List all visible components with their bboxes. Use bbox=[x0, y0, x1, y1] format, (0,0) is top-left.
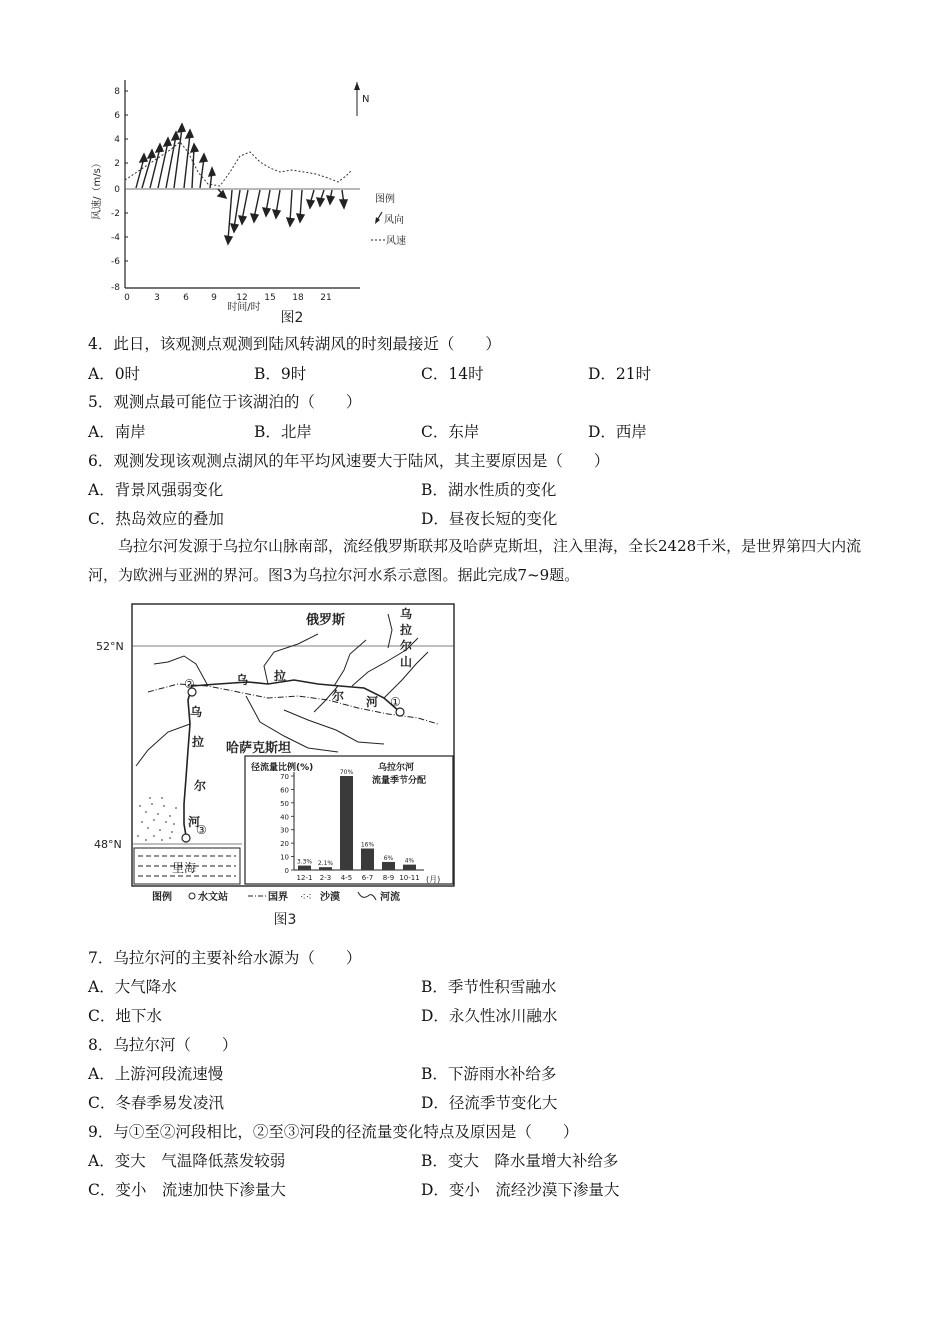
inset-bar-label: 70% bbox=[339, 769, 354, 776]
inset-y-tick-label: 50 bbox=[280, 799, 289, 808]
inset-y-label: 径流量比例(%) bbox=[251, 763, 314, 773]
figure-3-ural-river-map bbox=[88, 600, 468, 930]
inset-bar bbox=[382, 862, 395, 870]
q8-option-d[interactable]: D．径流季节变化大 bbox=[421, 1094, 558, 1112]
y-tick: 4 bbox=[114, 135, 120, 145]
q5-option-d[interactable]: D．西岸 bbox=[588, 423, 647, 441]
figure-3-caption: 图3 bbox=[273, 912, 297, 928]
river-label: 拉 bbox=[192, 735, 205, 749]
inset-unit: (月) bbox=[426, 875, 441, 884]
q8-option-b[interactable]: B．下游雨水补给多 bbox=[421, 1065, 557, 1083]
river-label: 河 bbox=[188, 815, 201, 829]
north-arrow-icon bbox=[354, 82, 369, 116]
y-tick: -6 bbox=[111, 257, 120, 267]
question-5-stem: 5．观测点最可能位于该湖泊的（ ） bbox=[88, 393, 362, 411]
legend-desert: 沙漠 bbox=[320, 892, 340, 903]
legend-wind-speed-label: 风速 bbox=[386, 236, 406, 247]
y-tick: -8 bbox=[111, 283, 120, 293]
q9-option-c[interactable]: C．变小 流速加快下渗量大 bbox=[88, 1181, 286, 1199]
river-legend-icon bbox=[358, 892, 376, 900]
legend-station: 水文站 bbox=[198, 892, 228, 903]
x-tick: 0 bbox=[124, 293, 130, 303]
q5-option-a[interactable]: A．南岸 bbox=[88, 423, 146, 441]
q5-option-c[interactable]: C．东岸 bbox=[421, 423, 480, 441]
q6-option-d[interactable]: D．昼夜长短的变化 bbox=[421, 510, 558, 528]
legend-wind-direction bbox=[375, 212, 404, 226]
inset-bar bbox=[361, 849, 374, 870]
q8-option-a[interactable]: A．上游河段流速慢 bbox=[88, 1065, 224, 1083]
ural-mts-label: 山 bbox=[400, 655, 413, 669]
inset-bar bbox=[340, 776, 353, 870]
inset-y-tick-label: 60 bbox=[280, 786, 289, 795]
legend-title: 图例 bbox=[152, 892, 172, 903]
q6-option-b[interactable]: B．湖水性质的变化 bbox=[421, 481, 557, 499]
inset-title-1: 乌拉尔河 bbox=[378, 763, 415, 773]
station-3-label: ③ bbox=[196, 823, 207, 837]
ural-mts-label: 乌 bbox=[400, 607, 413, 621]
q4-option-b[interactable]: B．9时 bbox=[254, 365, 307, 383]
x-tick: 9 bbox=[211, 293, 217, 303]
question-4-stem: 4．此日，该观测点观测到陆风转湖风的时刻最接近（ ） bbox=[88, 335, 501, 353]
inset-x-tick-label: 10-11 bbox=[399, 874, 420, 882]
river-label: 尔 bbox=[194, 779, 207, 793]
q9-option-a[interactable]: A．变大 气温降低蒸发较弱 bbox=[88, 1152, 286, 1170]
river-label: 乌 bbox=[236, 673, 249, 687]
x-tick: 6 bbox=[183, 293, 189, 303]
q4-option-d[interactable]: D．21时 bbox=[588, 365, 652, 383]
desert-legend-icon: ⁖⁖ bbox=[300, 892, 312, 903]
station-legend-icon bbox=[189, 893, 195, 899]
legend-river: 河流 bbox=[380, 892, 400, 903]
caspian-label: 里海 bbox=[172, 861, 197, 875]
q4-option-c[interactable]: C．14时 bbox=[421, 365, 484, 383]
inset-bar bbox=[298, 866, 311, 870]
question-6-stem: 6．观测发现该观测点湖风的年平均风速要大于陆风，其主要原因是（ ） bbox=[88, 452, 610, 470]
y-tick: -2 bbox=[111, 209, 120, 219]
river-label: 乌 bbox=[190, 705, 203, 719]
q7-option-a[interactable]: A．大气降水 bbox=[88, 978, 177, 996]
station-2-label: ② bbox=[184, 677, 195, 691]
wind-direction-arrows bbox=[136, 124, 347, 244]
x-tick: 3 bbox=[154, 293, 160, 303]
inset-bar-label: 4% bbox=[404, 857, 415, 865]
question-8-stem: 8．乌拉尔河（ ） bbox=[88, 1036, 238, 1054]
y-tick: 6 bbox=[114, 111, 120, 121]
station-1 bbox=[390, 695, 404, 716]
x-tick: 12 bbox=[236, 293, 248, 303]
inset-x-tick-label: 6-7 bbox=[361, 874, 374, 882]
ural-mts-label: 尔 bbox=[400, 639, 413, 653]
q7-option-b[interactable]: B．季节性积雪融水 bbox=[421, 978, 557, 996]
inset-y-tick-label: 20 bbox=[280, 840, 289, 849]
q9-option-b[interactable]: B．变大 降水量增大补给多 bbox=[421, 1152, 619, 1170]
river-label: 尔 bbox=[332, 689, 345, 703]
legend-title: 图例 bbox=[375, 194, 395, 205]
y-tick: -4 bbox=[111, 233, 120, 243]
q4-option-a[interactable]: A．0时 bbox=[88, 365, 141, 383]
inset-bar-label: 6% bbox=[383, 854, 394, 862]
q5-option-b[interactable]: B．北岸 bbox=[254, 423, 312, 441]
figure-2-caption: 图2 bbox=[280, 310, 304, 326]
inset-x-tick-label: 2-3 bbox=[319, 874, 332, 882]
figure-2-wind-chart bbox=[80, 72, 430, 330]
reading-passage: 乌拉尔河发源于乌拉尔山脉南部，流经俄罗斯联邦及哈萨克斯坦，注入里海，全长2428千米，是世界第四大内流河，为欧洲与亚洲的界河。图3为乌拉尔河水系示意图。据此完成7~9题。 bbox=[88, 537, 862, 584]
inset-x-tick-label: 12-1 bbox=[296, 874, 313, 882]
x-tick: 21 bbox=[320, 293, 332, 303]
x-tick: 18 bbox=[292, 293, 304, 303]
y-axis-label: 风速/（m/s） bbox=[92, 158, 103, 220]
q6-option-c[interactable]: C．热岛效应的叠加 bbox=[88, 510, 224, 528]
station-1-label: ① bbox=[390, 695, 401, 709]
q8-option-c[interactable]: C．冬春季易发凌汛 bbox=[88, 1094, 224, 1112]
x-axis-label: 时间/时 bbox=[227, 302, 261, 313]
desert-area bbox=[137, 797, 177, 841]
ural-mts-label: 拉 bbox=[400, 623, 413, 637]
x-tick: 15 bbox=[264, 293, 276, 303]
q7-option-d[interactable]: D．永久性冰川融水 bbox=[421, 1007, 558, 1025]
inset-bar bbox=[403, 865, 416, 870]
inset-bar-label: 3.3% bbox=[296, 858, 313, 866]
question-7-stem: 7．乌拉尔河的主要补给水源为（ ） bbox=[88, 949, 362, 967]
legend-wind-speed bbox=[371, 234, 406, 247]
q7-option-c[interactable]: C．地下水 bbox=[88, 1007, 162, 1025]
river-label: 拉 bbox=[274, 669, 287, 683]
q6-option-a[interactable]: A．背景风强弱变化 bbox=[88, 481, 224, 499]
inset-x-tick-label: 4-5 bbox=[340, 874, 353, 882]
inset-y-tick-label: 40 bbox=[280, 813, 289, 822]
lat-48-label: 48°N bbox=[94, 838, 122, 851]
y-tick: 2 bbox=[114, 159, 120, 169]
inset-y-tick-label: 70 bbox=[280, 773, 289, 781]
inset-y-tick-label: 10 bbox=[280, 853, 289, 862]
y-tick: 8 bbox=[114, 87, 120, 97]
inset-y-tick-label: 0 bbox=[284, 867, 289, 875]
russia-label: 俄罗斯 bbox=[306, 613, 346, 628]
river-label: 河 bbox=[366, 695, 379, 709]
lat-52-label: 52°N bbox=[96, 640, 124, 653]
legend-wind-dir-label: 风向 bbox=[384, 215, 404, 226]
inset-y-tick-label: 30 bbox=[280, 826, 289, 835]
kazakhstan-label: 哈萨克斯坦 bbox=[226, 741, 292, 756]
inset-title-2: 流量季节分配 bbox=[372, 776, 427, 786]
inset-bar-label: 16% bbox=[360, 841, 375, 849]
q9-option-d[interactable]: D．变小 流经沙漠下渗量大 bbox=[421, 1181, 620, 1199]
station-2 bbox=[184, 677, 196, 696]
inset-x-tick-label: 8-9 bbox=[382, 874, 395, 882]
inset-bar-label: 2.1% bbox=[317, 860, 334, 868]
y-tick: 0 bbox=[114, 185, 120, 195]
legend-border: 国界 bbox=[268, 892, 288, 903]
question-9-stem: 9．与①至②河段相比，②至③河段的径流量变化特点及原因是（ ） bbox=[88, 1123, 579, 1141]
north-label: N bbox=[362, 94, 370, 105]
inset-bar bbox=[319, 867, 332, 870]
